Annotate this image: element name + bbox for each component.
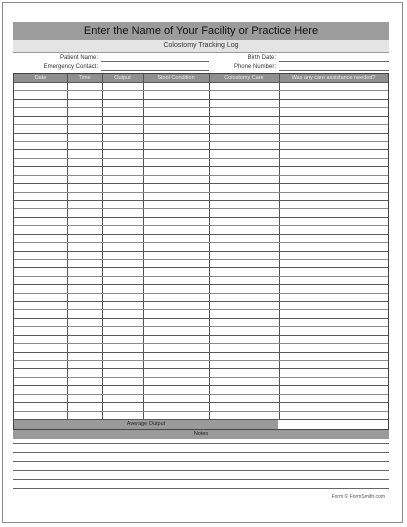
notes-heading: Notes <box>13 430 389 439</box>
table-row-line <box>14 242 388 243</box>
table-row-line <box>14 276 388 277</box>
average-output-row <box>13 420 389 430</box>
notes-line <box>13 488 389 489</box>
notes-line <box>13 470 389 471</box>
table-row-line <box>14 141 388 142</box>
footer-credit: Form © FormSmith.com <box>331 494 385 500</box>
table-row-line <box>14 217 388 218</box>
emergency-contact-field[interactable] <box>101 70 209 71</box>
column-header-care-assistance: Was any care assistance needed? <box>291 75 376 81</box>
column-header-output: Output <box>114 75 131 81</box>
table-row-line <box>14 124 388 125</box>
table-row-line <box>14 326 388 327</box>
table-row-line <box>14 234 388 235</box>
table-row-line <box>14 293 388 294</box>
emergency-contact-label: Emergency Contact: <box>43 64 98 70</box>
table-row-line <box>14 318 388 319</box>
notes-line <box>13 452 389 453</box>
column-header-stool-condition: Stool Condition <box>157 75 195 81</box>
average-output-label: Average Output <box>14 420 278 429</box>
column-header-colostomy-care: Colostomy Care <box>224 75 264 81</box>
column-divider <box>279 74 280 419</box>
table-row-line <box>14 149 388 150</box>
column-divider <box>102 74 103 419</box>
column-divider <box>67 74 68 419</box>
notes-line <box>13 479 389 480</box>
table-row-line <box>14 99 388 100</box>
table-row-line <box>14 377 388 378</box>
table-row-line <box>14 133 388 134</box>
column-header-time: Time <box>78 75 91 81</box>
patient-name-label: Patient Name: <box>59 55 98 61</box>
table-row-line <box>14 225 388 226</box>
birth-date-label: Birth Date: <box>247 55 276 61</box>
table-row-line <box>14 335 388 336</box>
notes-line <box>13 461 389 462</box>
table-row-line <box>14 183 388 184</box>
table-row-line <box>14 411 388 412</box>
table-row-line <box>14 116 388 117</box>
table-row-line <box>14 284 388 285</box>
table-row-line <box>14 394 388 395</box>
table-row-line <box>14 301 388 302</box>
table-row-line <box>14 352 388 353</box>
column-divider <box>143 74 144 419</box>
table-row-line <box>14 343 388 344</box>
column-divider <box>209 74 210 419</box>
facility-title: Enter the Name of Your Facility or Practice Here <box>13 22 389 40</box>
table-row-line <box>14 107 388 108</box>
birth-date-field[interactable] <box>279 61 389 62</box>
table-header-row <box>14 74 388 82</box>
tracking-log-table <box>13 73 389 420</box>
table-row-line <box>14 309 388 310</box>
table-row-line <box>14 385 388 386</box>
table-row-line <box>14 402 388 403</box>
table-row-line <box>14 192 388 193</box>
notes-line <box>13 443 389 444</box>
table-row-line <box>14 158 388 159</box>
phone-number-field[interactable] <box>279 70 389 71</box>
table-row-line <box>14 360 388 361</box>
notes-area[interactable] <box>13 439 389 488</box>
table-row-line <box>14 259 388 260</box>
table-row-line <box>14 267 388 268</box>
phone-number-label: Phone Number: <box>233 64 276 70</box>
log-subtitle: Colostomy Tracking Log <box>13 40 389 53</box>
table-row-line <box>14 175 388 176</box>
table-row-line <box>14 251 388 252</box>
column-header-date: Date <box>34 75 47 81</box>
table-row-line <box>14 200 388 201</box>
table-row-line <box>14 166 388 167</box>
table-row-line <box>14 208 388 209</box>
table-row-line <box>14 82 388 83</box>
table-row-line <box>14 90 388 91</box>
table-row-line <box>14 368 388 369</box>
patient-name-field[interactable] <box>101 61 209 62</box>
